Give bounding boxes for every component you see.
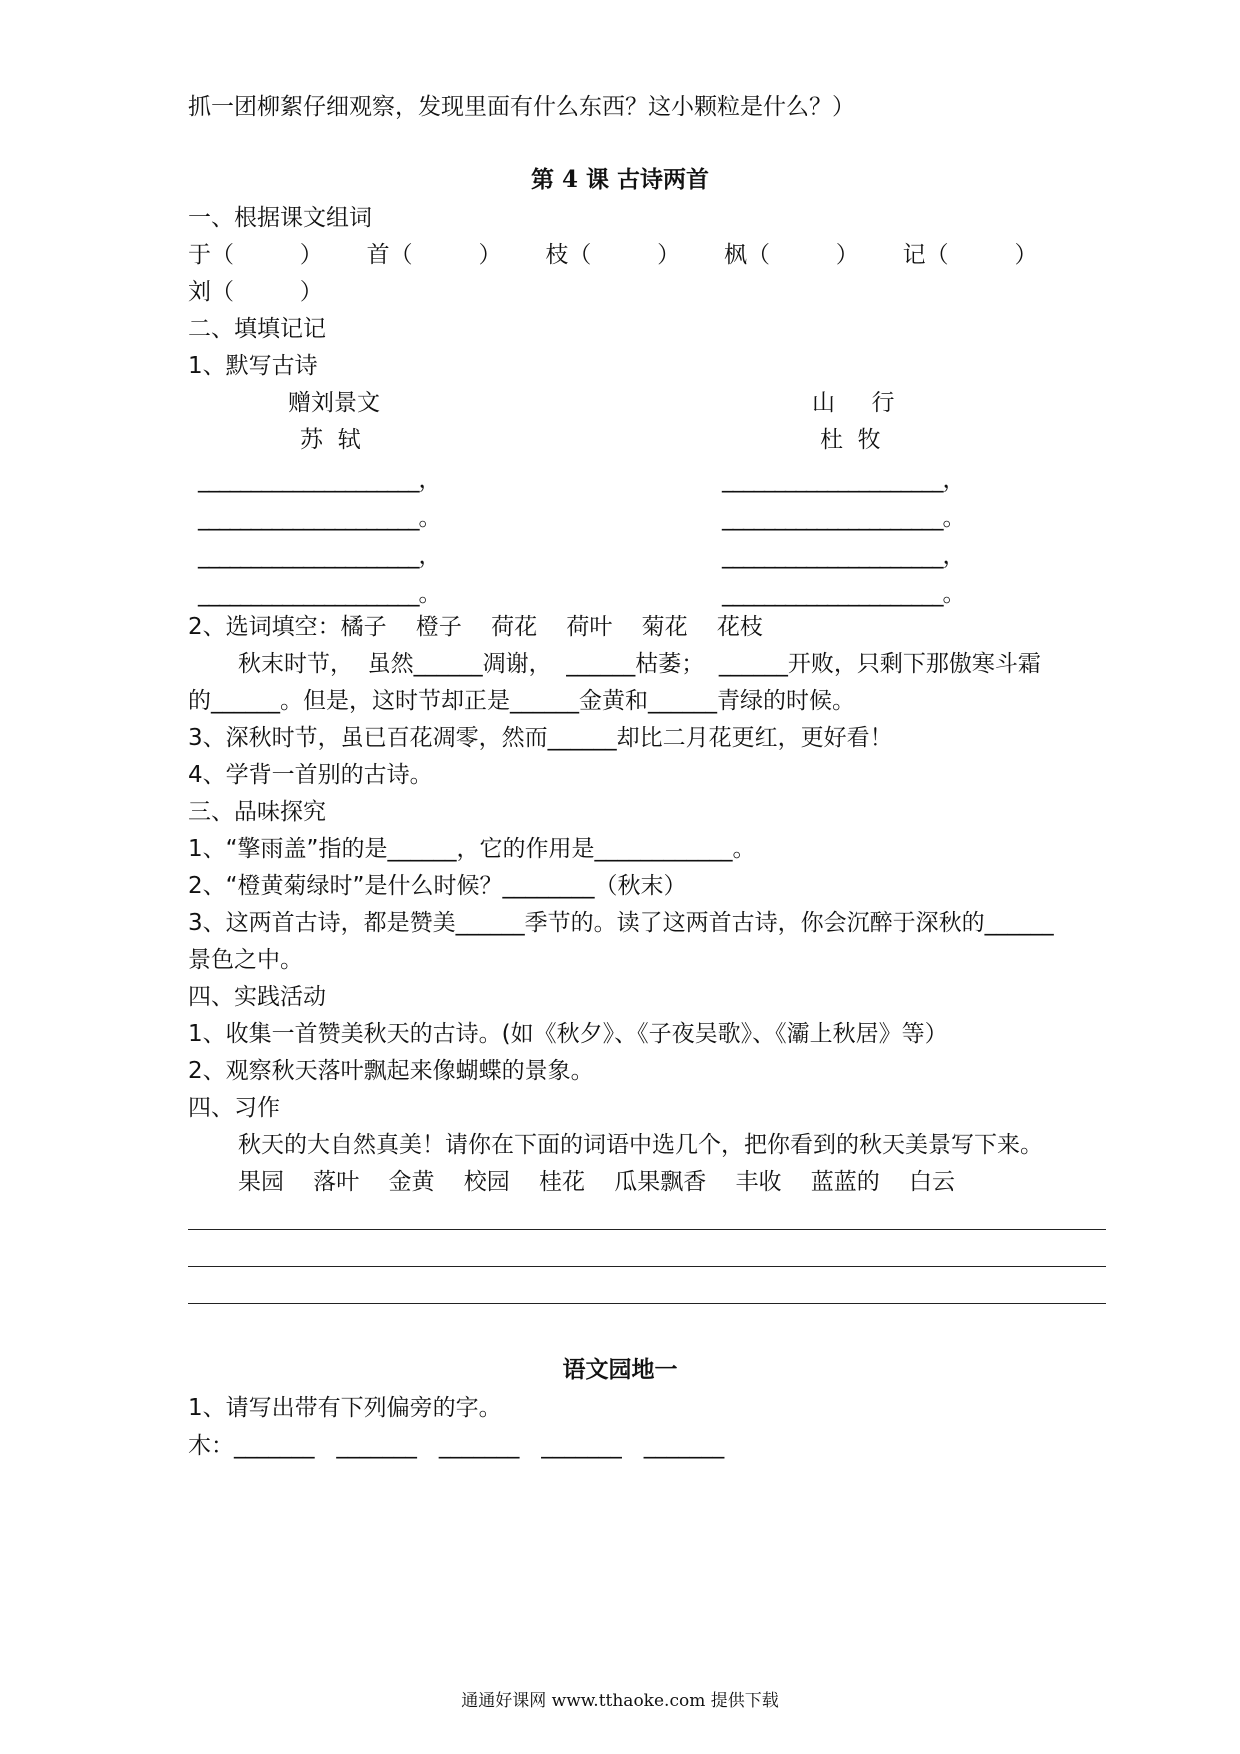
- word-group-row-1: 于（ ） 首（ ） 枝（ ） 枫（ ） 记（ ）: [188, 242, 1038, 268]
- question-2: 2、选词填空：橘子 橙子 荷花 荷叶 菊花 花枝: [188, 614, 763, 640]
- lesson4-title: 第 4 课 古诗两首: [530, 166, 710, 193]
- poem1-line-3[interactable]: _____________________，: [198, 543, 441, 569]
- poem1-line-1[interactable]: _____________________，: [198, 467, 441, 493]
- poem2-line-1[interactable]: _____________________，: [722, 467, 965, 493]
- poem2-line-4[interactable]: _____________________。: [722, 581, 965, 607]
- page-footer: 通通好课网 www.tthaoke.com 提供下载: [461, 1691, 779, 1711]
- writing-line-3[interactable]: [188, 1303, 1106, 1304]
- poem2-title: 山 行: [812, 390, 895, 416]
- poem1-author: 苏 轼: [300, 427, 361, 453]
- section3-question-2: 2、“橙黄菊绿时”是什么时候？________（秋末）: [188, 873, 687, 899]
- intro-line: 抓一团柳絮仔细观察，发现里面有什么东西？这小颗粒是什么？）: [188, 94, 855, 120]
- section3-question-3: 3、这两首古诗，都是赞美______季节的。读了这两首古诗，你会沉醉于深秋的______: [188, 910, 1054, 936]
- section2-heading: 二、填填记记: [188, 316, 326, 342]
- poem2-line-2[interactable]: _____________________。: [722, 505, 965, 531]
- word-group-row-2: 刘（ ）: [188, 279, 323, 305]
- garden1-question-1: 1、请写出带有下列偏旁的字。: [188, 1395, 502, 1421]
- question-3: 3、深秋时节，虽已百花凋零，然而______却比二月花更红，更好看！: [188, 725, 893, 751]
- poem2-author: 杜 牧: [820, 427, 881, 453]
- section3-question-1: 1、“擎雨盖”指的是______，它的作用是____________。: [188, 836, 756, 862]
- question-2-text-1: 秋末时节， 虽然______凋谢， ______枯萎； ______开败，只剩下那傲寒斗霜: [238, 651, 1041, 677]
- section4-heading: 四、实践活动: [188, 984, 326, 1010]
- poem2-line-3[interactable]: _____________________，: [722, 543, 965, 569]
- composition-words: 果园 落叶 金黄 校园 桂花 瓜果飘香 丰收 蓝蓝的 白云: [238, 1169, 955, 1195]
- writing-line-1[interactable]: [188, 1229, 1106, 1230]
- radical-row[interactable]: 木：_______ _______ _______ _______ _______: [188, 1433, 725, 1459]
- section1-heading: 一、根据课文组词: [188, 205, 372, 231]
- garden1-title: 语文园地一: [562, 1356, 678, 1383]
- section5-heading: 四、习作: [188, 1095, 280, 1121]
- question-2-text-2: 的______。但是，这时节却正是______金黄和______青绿的时候。: [188, 688, 855, 714]
- composition-prompt: 秋天的大自然真美！请你在下面的词语中选几个，把你看到的秋天美景写下来。: [238, 1132, 1043, 1158]
- section4-question-2: 2、观察秋天落叶飘起来像蝴蝶的景象。: [188, 1058, 594, 1084]
- section3-heading: 三、品味探究: [188, 799, 326, 825]
- poem1-line-2[interactable]: _____________________。: [198, 505, 441, 531]
- poem1-line-4[interactable]: _____________________。: [198, 581, 441, 607]
- section3-question-3-cont: 景色之中。: [188, 947, 303, 973]
- section4-question-1: 1、收集一首赞美秋天的古诗。(如《秋夕》、《子夜吴歌》、《灞上秋居》等）: [188, 1021, 948, 1047]
- question-4: 4、学背一首别的古诗。: [188, 762, 433, 788]
- writing-line-2[interactable]: [188, 1266, 1106, 1267]
- poem1-title: 赠刘景文: [288, 390, 380, 416]
- question-1: 1、默写古诗: [188, 353, 318, 379]
